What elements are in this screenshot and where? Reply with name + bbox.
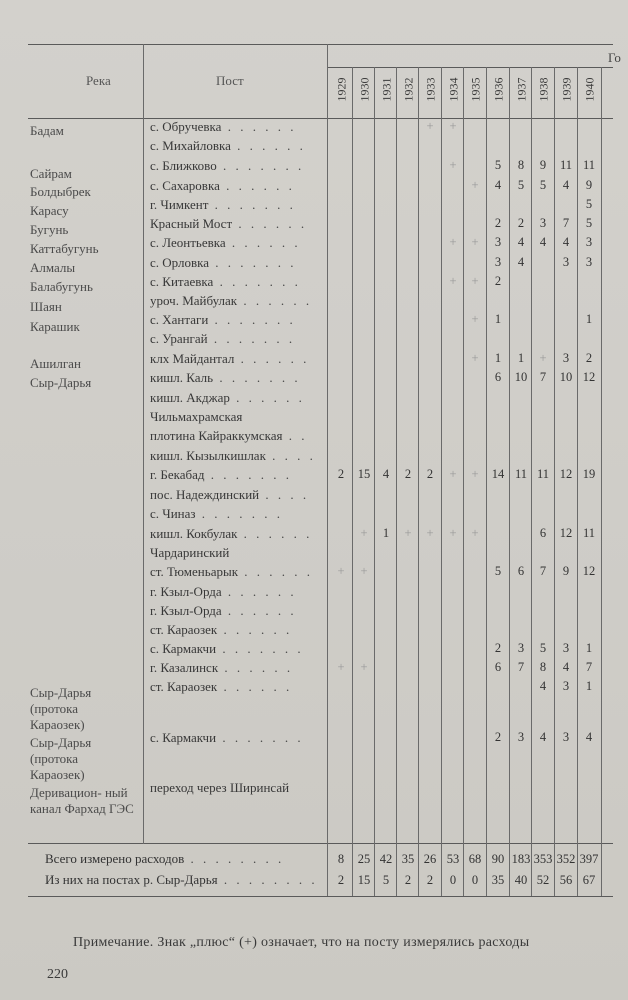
- table-cell: 3: [539, 216, 547, 230]
- leader-dots: . . . . . .: [221, 584, 297, 599]
- year-label: 1936: [491, 77, 506, 102]
- table-cell: 3: [585, 235, 593, 249]
- leader-dots: . . . . . . . .: [184, 851, 285, 866]
- totals-cell: 2: [337, 873, 345, 887]
- post-name: [150, 506, 283, 522]
- year-header: [397, 77, 419, 102]
- table-cell: +: [471, 178, 479, 192]
- totals-cell: 68: [468, 852, 482, 866]
- leader-dots: . . . . . . .: [208, 197, 296, 212]
- post-label: ст. Тюменьарык: [150, 564, 239, 579]
- table-cell: 6: [494, 660, 502, 674]
- table-cell: 1: [585, 679, 593, 693]
- post-name: [150, 730, 304, 746]
- river-name: Карашик: [30, 319, 80, 334]
- table-cell: 2: [404, 467, 412, 481]
- post-label: с. Чиназ: [150, 506, 196, 521]
- table-cell: 3: [517, 730, 525, 744]
- post-name: [150, 467, 292, 483]
- leader-dots: . . . . . .: [217, 622, 293, 637]
- leader-dots: . . . .: [259, 487, 310, 502]
- table-cell: 15: [357, 467, 371, 481]
- post-label: с. Кармакчи: [150, 730, 217, 745]
- post-name: [150, 448, 316, 464]
- table-cell: 1: [382, 526, 390, 540]
- river-name: Шаян: [30, 299, 62, 314]
- post-label: Красный Мост: [150, 216, 233, 231]
- table-cell: 11: [536, 467, 550, 481]
- post-label: с. Хантаги: [150, 312, 209, 327]
- table-cell: +: [539, 351, 547, 365]
- table-cell: 3: [494, 255, 502, 269]
- table-cell: +: [449, 119, 457, 133]
- bottom-rule: [28, 896, 613, 897]
- table-cell: 3: [585, 255, 593, 269]
- post-name: [150, 331, 295, 347]
- post-label: пос. Надеждинский: [150, 487, 260, 502]
- river-name: Карасу: [30, 203, 69, 218]
- totals-cell: 40: [514, 873, 528, 887]
- post-label: ст. Караозек: [150, 622, 218, 637]
- year-label: 1935: [468, 77, 483, 102]
- table-cell: 12: [582, 564, 596, 578]
- year-header: [555, 77, 577, 102]
- header-rule: [28, 118, 613, 119]
- post-name: [150, 545, 229, 561]
- table-cell: 1: [585, 641, 593, 655]
- post-label: г. Кзыл-Орда: [150, 603, 222, 618]
- table-cell: 3: [562, 351, 570, 365]
- totals-cell: 0: [471, 873, 479, 887]
- river-name: Сыр-Дарья (протока Караозек): [30, 735, 92, 782]
- table-cell: +: [471, 312, 479, 326]
- table-cell: 5: [585, 197, 593, 211]
- table-cell: 1: [517, 351, 525, 365]
- table-cell: +: [449, 467, 457, 481]
- top-rule: [28, 44, 613, 45]
- table-cell: 6: [494, 370, 502, 384]
- totals-cell: 35: [401, 852, 415, 866]
- leader-dots: . . . . . .: [217, 679, 293, 694]
- post-label: с. Урангай: [150, 331, 208, 346]
- table-cell: +: [471, 274, 479, 288]
- leader-dots: . . . . . .: [221, 603, 297, 618]
- post-name: [150, 158, 304, 174]
- post-name: [150, 603, 297, 619]
- table-cell: 4: [517, 255, 525, 269]
- totals-cell: 0: [449, 873, 457, 887]
- leader-dots: . . . . . . .: [216, 730, 304, 745]
- totals-cell: 42: [379, 852, 393, 866]
- table-cell: 4: [562, 660, 570, 674]
- post-name: [150, 409, 242, 425]
- year-header: [353, 77, 375, 102]
- page-number: 220: [47, 967, 68, 982]
- post-label: с. Михайловка: [150, 138, 231, 153]
- post-label: с. Сахаровка: [150, 178, 220, 193]
- totals-label: Из них на постах р. Сыр-Дарья: [45, 872, 218, 887]
- table-cell: 4: [585, 730, 593, 744]
- table-cell: 2: [585, 351, 593, 365]
- post-name: [150, 780, 289, 796]
- leader-dots: . . . . . . .: [209, 255, 297, 270]
- post-label: г. Казалинск: [150, 660, 219, 675]
- table-cell: 3: [562, 730, 570, 744]
- year-header: [532, 77, 554, 102]
- year-label: 1931: [379, 77, 394, 102]
- leader-dots: . . . . . . .: [216, 641, 304, 656]
- table-cell: 2: [517, 216, 525, 230]
- totals-cell: 26: [423, 852, 437, 866]
- post-label: с. Ближково: [150, 158, 217, 173]
- leader-dots: . . . . . . .: [207, 331, 296, 346]
- year-column-divider: [601, 67, 602, 896]
- years-group-header: Го: [608, 50, 621, 65]
- table-cell: +: [471, 235, 479, 249]
- post-name: [150, 584, 297, 600]
- table-cell: +: [449, 274, 457, 288]
- table-cell: 5: [494, 564, 502, 578]
- post-name: [150, 679, 292, 695]
- post-name: [150, 370, 301, 386]
- river-name: Каттабугунь: [30, 241, 99, 256]
- leader-dots: . . . . . . .: [208, 312, 296, 327]
- year-label: 1930: [357, 77, 372, 102]
- table-cell: 12: [582, 370, 596, 384]
- table-cell: 12: [559, 526, 573, 540]
- table-cell: 1: [585, 312, 593, 326]
- table-cell: 4: [382, 467, 390, 481]
- table-cell: +: [449, 158, 457, 172]
- totals-cell: 53: [446, 852, 460, 866]
- post-label: Чильмахрамская: [150, 409, 243, 424]
- leader-dots: . . . . . . .: [195, 506, 284, 521]
- totals-cell: 353: [533, 852, 553, 866]
- table-cell: 11: [582, 526, 596, 540]
- leader-dots: . . . . . . .: [204, 467, 292, 482]
- leader-dots: . . . . . . . .: [217, 872, 318, 887]
- table-cell: 4: [539, 679, 547, 693]
- table-cell: 9: [539, 158, 547, 172]
- table-cell: 9: [562, 564, 570, 578]
- leader-dots: . . . . . .: [221, 119, 297, 134]
- post-name: [150, 235, 301, 251]
- table-cell: 3: [562, 641, 570, 655]
- body-rule: [28, 843, 613, 844]
- table-cell: +: [449, 235, 457, 249]
- table-cell: 4: [562, 235, 570, 249]
- post-name: [150, 312, 296, 328]
- leader-dots: . . . .: [265, 448, 316, 463]
- table-cell: +: [360, 660, 368, 674]
- river-name: Бадам: [30, 123, 64, 138]
- leader-dots: . . . . . .: [229, 390, 305, 405]
- table-cell: +: [360, 564, 368, 578]
- table-cell: +: [404, 526, 412, 540]
- totals-label: Всего измерено расходов: [45, 851, 185, 866]
- post-label: г. Бекабад: [150, 467, 205, 482]
- river-name: Бугунь: [30, 222, 69, 237]
- table-cell: +: [471, 526, 479, 540]
- table-cell: 4: [494, 178, 502, 192]
- totals-cell: 352: [556, 852, 576, 866]
- post-label: г. Кзыл-Орда: [150, 584, 222, 599]
- post-label: кишл. Акджар: [150, 390, 230, 405]
- post-name: [150, 660, 293, 676]
- river-name: Деривацион- ный канал Фархад ГЭС: [30, 785, 134, 816]
- table-cell: 4: [517, 235, 525, 249]
- year-label: 1929: [334, 77, 349, 102]
- table-cell: 9: [585, 178, 593, 192]
- post-name: [150, 564, 313, 580]
- table-cell: +: [449, 526, 457, 540]
- post-name: [150, 119, 296, 135]
- post-name: [150, 197, 296, 213]
- table-cell: 7: [562, 216, 570, 230]
- table-cell: 12: [559, 467, 573, 481]
- post-label: с. Китаевка: [150, 274, 214, 289]
- post-label: с. Леонтьевка: [150, 235, 226, 250]
- year-header: [578, 77, 600, 102]
- river-name: Болдыбрек: [30, 184, 91, 199]
- year-header: [442, 77, 464, 102]
- post-name: [150, 255, 297, 271]
- leader-dots: . . . . . .: [225, 235, 301, 250]
- leader-dots: . . . . . .: [218, 660, 294, 675]
- table-cell: 5: [517, 178, 525, 192]
- totals-cell: 2: [426, 873, 434, 887]
- year-label: 1938: [536, 77, 551, 102]
- totals-cell: 5: [382, 873, 390, 887]
- leader-dots: . . . . . . .: [216, 158, 305, 173]
- table-cell: 7: [539, 370, 547, 384]
- post-label: клх Майдантал: [150, 351, 235, 366]
- table-cell: +: [471, 351, 479, 365]
- totals-cell: 52: [536, 873, 550, 887]
- totals-cell: 15: [357, 873, 371, 887]
- year-header: [330, 77, 352, 102]
- table-cell: 3: [494, 235, 502, 249]
- table-cell: 7: [539, 564, 547, 578]
- totals-cell: 183: [511, 852, 531, 866]
- table-cell: 10: [514, 370, 528, 384]
- river-post-divider: [143, 44, 144, 844]
- post-label: кишл. Кызылкишлак: [150, 448, 266, 463]
- table-cell: 5: [539, 178, 547, 192]
- table-cell: 2: [426, 467, 434, 481]
- leader-dots: . . . . . .: [237, 293, 313, 308]
- table-cell: 8: [539, 660, 547, 674]
- leader-dots: . . . . . .: [219, 178, 295, 193]
- table-cell: 6: [517, 564, 525, 578]
- totals-cell: 397: [579, 852, 599, 866]
- post-years-divider: [327, 44, 328, 896]
- year-label: 1934: [446, 77, 461, 102]
- table-cell: 10: [559, 370, 573, 384]
- post-name: [150, 641, 304, 657]
- river-name: Сайрам: [30, 166, 72, 181]
- footnote: Примечание. Знак „плюс“ (+) означает, что на посту измерялись расходы: [73, 935, 530, 950]
- post-label: уроч. Майбулак: [150, 293, 238, 308]
- year-header: [375, 77, 397, 102]
- river-name: Сыр-Дарья (протока Караозек): [30, 685, 92, 732]
- totals-row-label: [45, 851, 284, 867]
- totals-cell: 90: [491, 852, 505, 866]
- post-label: плотина Кайраккумская: [150, 428, 283, 443]
- totals-cell: 35: [491, 873, 505, 887]
- totals-row-label: [45, 872, 318, 888]
- table-cell: 14: [491, 467, 505, 481]
- post-name: [150, 293, 312, 309]
- post-label: кишл. Кокбулак: [150, 526, 238, 541]
- table-cell: 7: [585, 660, 593, 674]
- table-cell: +: [337, 660, 345, 674]
- river-name: Ашилган: [30, 356, 81, 371]
- year-header: [419, 77, 441, 102]
- leader-dots: . . . . . . .: [213, 370, 301, 385]
- post-label: г. Чимкент: [150, 197, 209, 212]
- table-cell: 3: [562, 255, 570, 269]
- post-label: с. Обручевка: [150, 119, 222, 134]
- year-header: [464, 77, 486, 102]
- table-cell: 4: [539, 235, 547, 249]
- table-cell: +: [337, 564, 345, 578]
- post-column-header: Пост: [216, 73, 244, 88]
- year-label: 1939: [559, 77, 574, 102]
- post-name: [150, 390, 305, 406]
- table-cell: 2: [494, 641, 502, 655]
- year-label: 1940: [582, 77, 597, 102]
- table-cell: 5: [494, 158, 502, 172]
- post-name: [150, 526, 312, 542]
- table-cell: +: [360, 526, 368, 540]
- table-cell: +: [426, 119, 434, 133]
- year-label: 1932: [401, 77, 416, 102]
- table-cell: 5: [539, 641, 547, 655]
- table-cell: 8: [517, 158, 525, 172]
- year-header: [510, 77, 532, 102]
- leader-dots: . . . . . .: [234, 351, 310, 366]
- table-cell: 2: [337, 467, 345, 481]
- post-name: [150, 216, 307, 232]
- table-cell: 2: [494, 730, 502, 744]
- table-cell: 11: [514, 467, 528, 481]
- river-name: Алмалы: [30, 260, 76, 275]
- river-name: Балабугунь: [30, 279, 93, 294]
- totals-cell: 67: [582, 873, 596, 887]
- totals-cell: 56: [559, 873, 573, 887]
- table-cell: 6: [539, 526, 547, 540]
- table-cell: 4: [539, 730, 547, 744]
- post-name: [150, 428, 308, 444]
- table-cell: +: [426, 526, 434, 540]
- river-name: Сыр-Дарья: [30, 375, 92, 390]
- table-cell: 4: [562, 178, 570, 192]
- post-label: переход через Ширинсай: [150, 780, 290, 795]
- river-column-header: Река: [86, 73, 111, 88]
- table-cell: 2: [494, 216, 502, 230]
- table-cell: 3: [517, 641, 525, 655]
- leader-dots: . . . . . .: [232, 216, 308, 231]
- post-name: [150, 274, 301, 290]
- post-label: Чардаринский: [150, 545, 230, 560]
- table-cell: 11: [582, 158, 596, 172]
- post-label: кишл. Каль: [150, 370, 214, 385]
- table-cell: 1: [494, 351, 502, 365]
- table-cell: 11: [559, 158, 573, 172]
- year-label: 1937: [514, 77, 529, 102]
- leader-dots: . . . . . .: [238, 564, 314, 579]
- table-cell: 19: [582, 467, 596, 481]
- leader-dots: . . . . . . .: [213, 274, 301, 289]
- table-cell: 1: [494, 312, 502, 326]
- post-label: ст. Караозек: [150, 679, 218, 694]
- year-label: 1933: [423, 77, 438, 102]
- post-name: [150, 178, 295, 194]
- totals-cell: 2: [404, 873, 412, 887]
- leader-dots: . . . . . .: [237, 526, 313, 541]
- year-header: [487, 77, 509, 102]
- totals-cell: 25: [357, 852, 371, 866]
- table-cell: 2: [494, 274, 502, 288]
- totals-cell: 8: [337, 852, 345, 866]
- table-cell: 3: [562, 679, 570, 693]
- leader-dots: . .: [282, 428, 308, 443]
- post-name: [150, 487, 309, 503]
- post-name: [150, 351, 309, 367]
- years-rule: [328, 67, 613, 68]
- post-name: [150, 138, 306, 154]
- post-label: с. Кармакчи: [150, 641, 217, 656]
- leader-dots: . . . . . .: [230, 138, 306, 153]
- post-name: [150, 622, 292, 638]
- table-cell: +: [471, 467, 479, 481]
- table-cell: 7: [517, 660, 525, 674]
- table-cell: 5: [585, 216, 593, 230]
- post-label: с. Орловка: [150, 255, 210, 270]
